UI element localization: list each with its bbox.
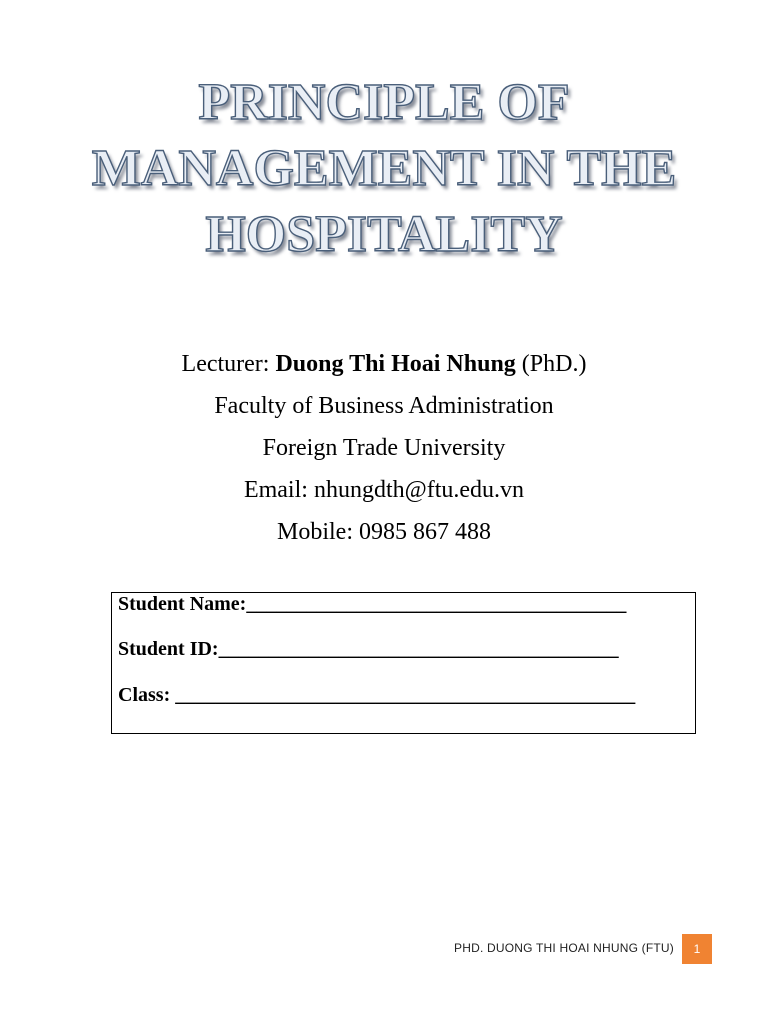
lecturer-label: Lecturer: (181, 351, 270, 377)
footer-author: PHD. DUONG THI HOAI NHUNG (FTU) (454, 941, 674, 955)
email-line: Email: nhungdth@ftu.edu.vn (243, 477, 525, 503)
university-line: Foreign Trade University (262, 435, 506, 461)
title-line-2: MANAGEMENT IN THE (91, 140, 677, 197)
lecturer-name: Duong Thi Hoai Nhung (275, 351, 516, 377)
faculty-line: Faculty of Business Administration (214, 393, 554, 419)
student-name-field[interactable]: Student Name:______________________________________ (118, 593, 627, 615)
document-title (0, 70, 768, 268)
lecturer-degree: (PhD.) (521, 351, 587, 377)
title-line-1: PRINCIPLE OF (198, 74, 570, 131)
lecturer-line (0, 343, 768, 385)
page-number-badge: 1 (682, 934, 712, 964)
student-id-field[interactable]: Student ID:________________________________________ (118, 638, 619, 660)
student-info-box (111, 592, 696, 734)
mobile-line: Mobile: 0985 867 488 (277, 519, 491, 545)
class-field[interactable]: Class: ______________________________________________ (118, 684, 636, 706)
page-footer (0, 934, 768, 964)
title-line-3: HOSPITALITY (205, 206, 563, 263)
